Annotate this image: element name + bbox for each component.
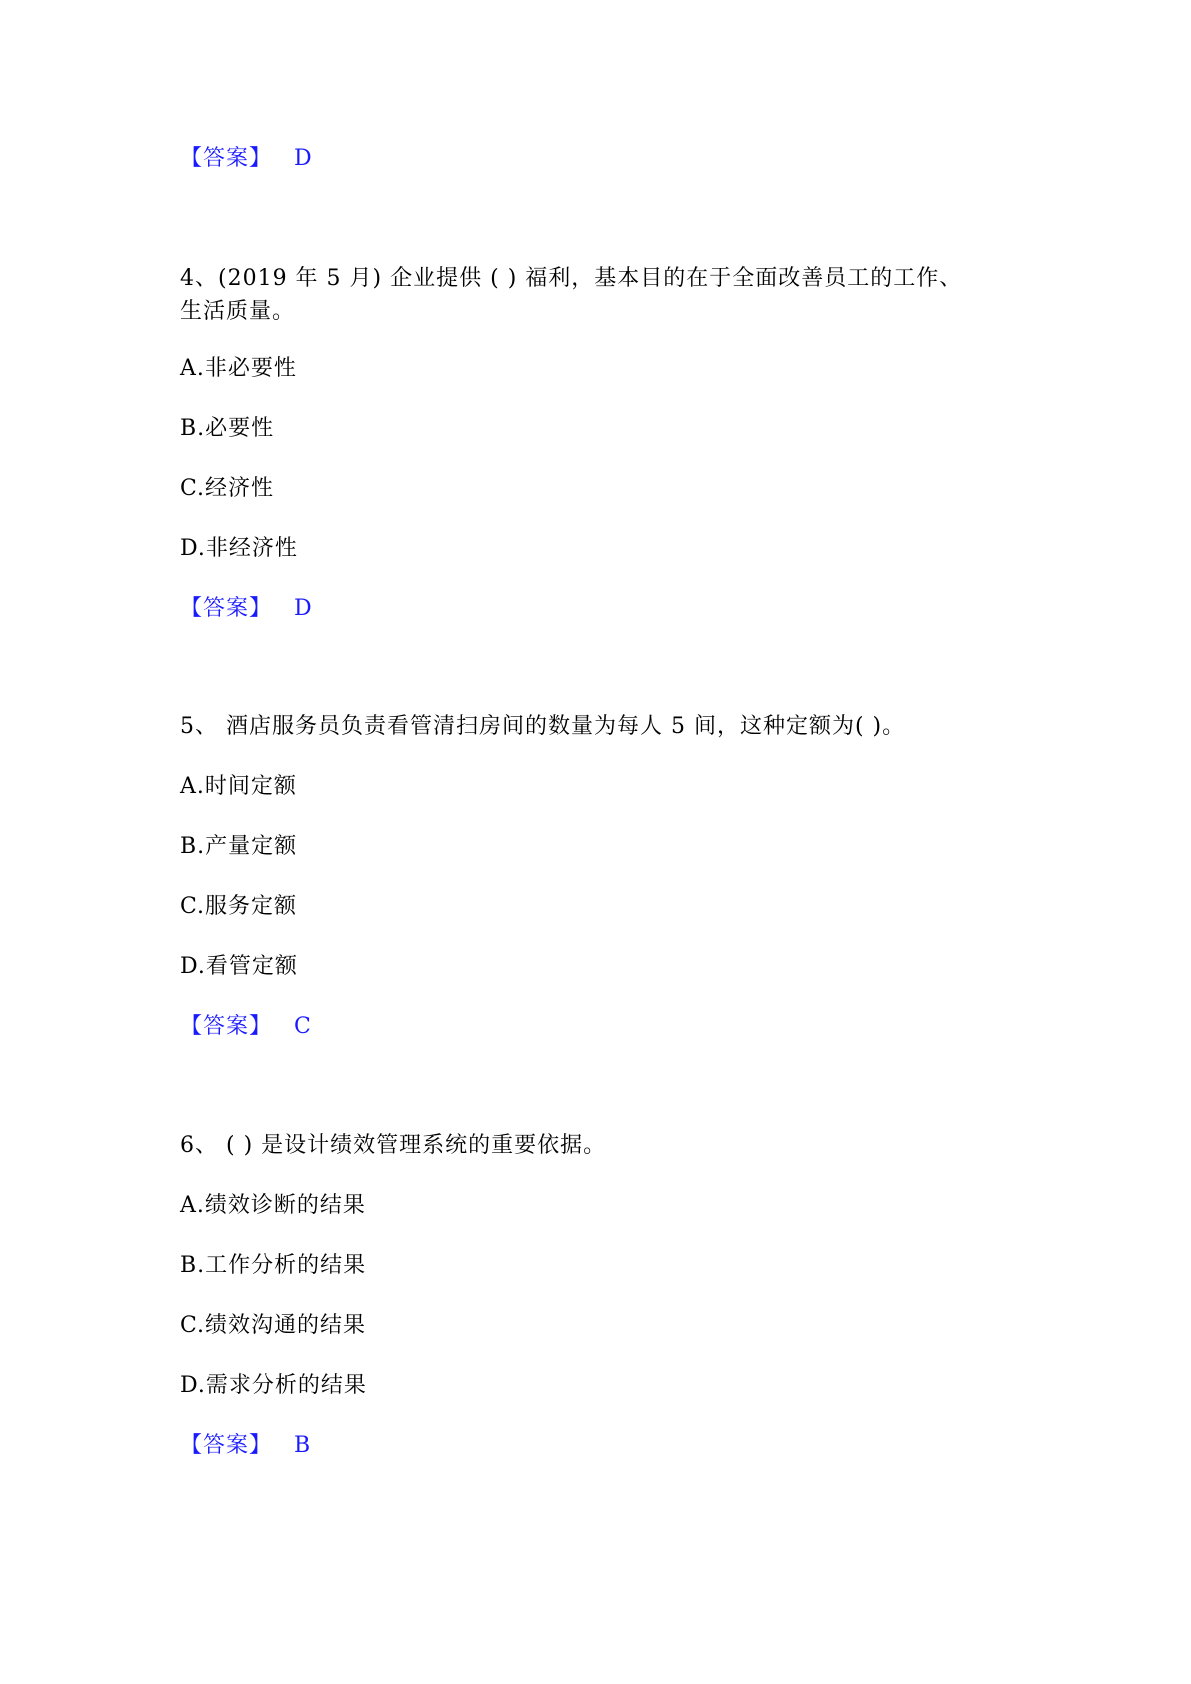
question-6-option-c: C.绩效沟通的结果 xyxy=(180,1313,367,1338)
question-6-answer xyxy=(180,1431,311,1461)
question-5-option-d: D.看管定额 xyxy=(180,954,298,979)
question-5-option-c: C.服务定额 xyxy=(180,894,298,919)
answer-value: D xyxy=(294,596,313,621)
question-6-option-b: B.工作分析的结果 xyxy=(180,1253,367,1278)
question-5-answer xyxy=(180,1012,312,1042)
question-6-option-d: D.需求分析的结果 xyxy=(180,1373,367,1398)
question-4-stem-continued: 生活质量。 xyxy=(180,299,296,324)
prev-answer xyxy=(180,144,313,174)
question-6-stem: 6、 ( ) 是设计绩效管理系统的重要依据。 xyxy=(180,1133,607,1158)
question-5-option-a: A.时间定额 xyxy=(180,774,297,799)
question-4-option-d: D.非经济性 xyxy=(180,536,298,561)
answer-label: 【答案】 xyxy=(180,1014,273,1039)
question-4-answer xyxy=(180,594,313,624)
answer-value: D xyxy=(294,146,313,171)
answer-label: 【答案】 xyxy=(180,1433,273,1458)
question-4-option-a: A.非必要性 xyxy=(180,356,297,381)
question-5-option-b: B.产量定额 xyxy=(180,834,298,859)
answer-label: 【答案】 xyxy=(180,146,273,171)
answer-value: B xyxy=(294,1433,312,1458)
question-5-stem: 5、 酒店服务员负责看管清扫房间的数量为每人 5 间，这种定额为( )。 xyxy=(180,714,906,739)
answer-value: C xyxy=(294,1014,312,1039)
question-4-stem: 4、(2019 年 5 月) 企业提供 ( ) 福利，基本目的在于全面改善员工的工作、 xyxy=(180,266,963,291)
question-4-option-b: B.必要性 xyxy=(180,416,275,441)
answer-label: 【答案】 xyxy=(180,596,273,621)
question-4-option-c: C.经济性 xyxy=(180,476,275,501)
question-6-option-a: A.绩效诊断的结果 xyxy=(180,1193,366,1218)
